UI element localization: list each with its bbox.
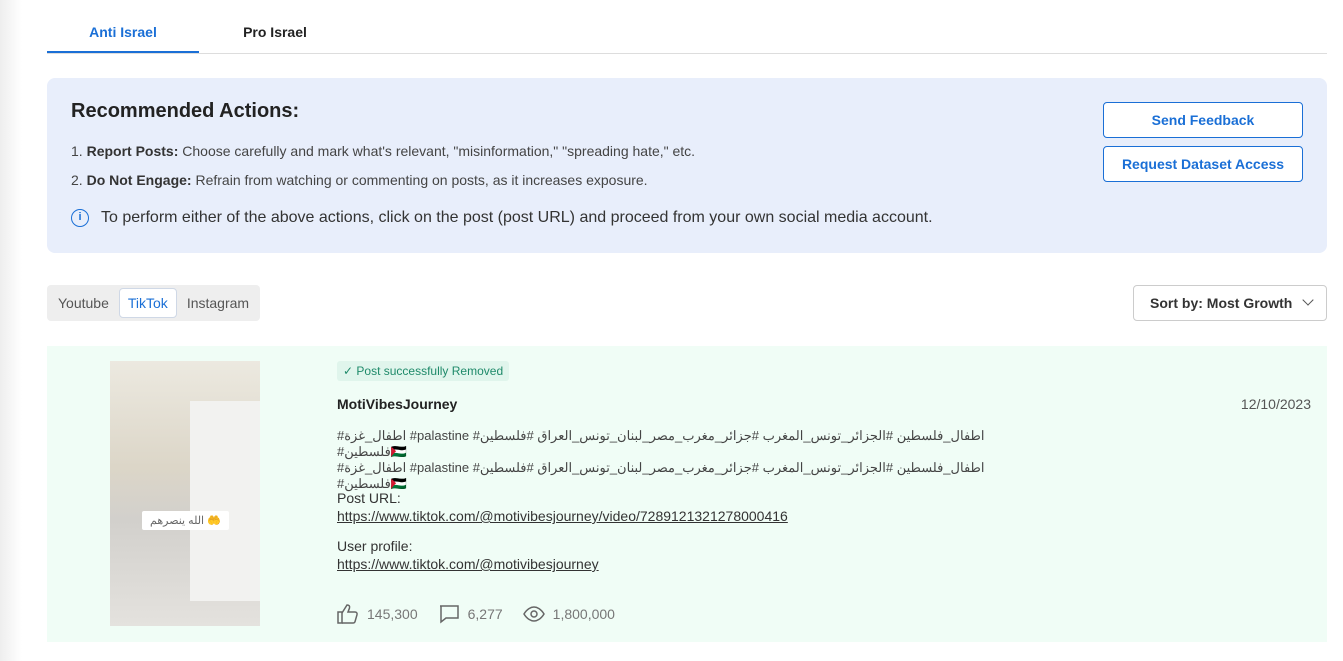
thumbs-up-icon [337,604,359,624]
info-text: To perform either of the above actions, click on the post (post URL) and proceed from your own social media account. [101,209,933,226]
post-date: 12/10/2023 [1240,396,1311,412]
panel-title: Recommended Actions: [71,100,300,122]
recommended-actions-panel [47,78,1327,253]
post-thumbnail[interactable] [110,361,260,626]
tab-anti-israel[interactable]: Anti Israel [47,14,199,53]
thumbnail-caption: الله ينصرهم 🤲 [142,511,229,530]
info-note [71,209,933,227]
user-profile-link[interactable]: https://www.tiktok.com/@motivibesjourney [337,556,599,572]
item-number: 1. [71,143,83,159]
sort-dropdown[interactable] [1133,285,1327,321]
item-title: Report Posts: [86,143,179,159]
tab-pro-israel[interactable]: Pro Israel [243,24,307,40]
likes-count: 145,300 [367,606,418,622]
item-text: Choose carefully and mark what's relevant, "misinformation," "spreading hate," etc. [182,143,696,159]
chevron-down-icon [1302,294,1313,305]
platform-youtube[interactable]: Youtube [58,295,109,311]
post-caption: اطفال_فلسطين #الجزائر_تونس_المغرب #جزائر_مغرب_مصر_لبنان_تونس_العراق #فلسطين# palastine# اطفال_غزة# 🇵🇸فلسطين# [337,428,985,459]
info-icon: i [71,209,89,227]
sort-label: Sort by: Most Growth [1150,295,1293,311]
page-edge [0,0,22,661]
post-caption: اطفال_فلسطين #الجزائر_تونس_المغرب #جزائر_مغرب_مصر_لبنان_تونس_العراق #فلسطين# palastine# اطفال_غزة# 🇵🇸فلسطين# [337,460,985,491]
action-item-report [71,143,695,159]
user-profile-label: User profile: [337,538,413,554]
comment-icon [438,604,460,624]
tab-bar [47,14,1327,54]
send-feedback-button[interactable]: Send Feedback [1103,102,1303,138]
item-number: 2. [71,172,83,188]
post-stats [337,604,615,624]
eye-icon [523,606,545,622]
thumbnail-wall [190,401,260,601]
item-title: Do Not Engage: [86,172,192,188]
post-url-link[interactable]: https://www.tiktok.com/@motivibesjourney/video/7289121321278000416 [337,508,788,524]
post-card [47,346,1327,642]
post-username: MotiVibesJourney [337,396,458,412]
action-item-do-not-engage [71,172,648,188]
platform-tiktok[interactable]: TikTok [119,288,177,318]
post-url-label: Post URL: [337,490,401,506]
request-dataset-access-button[interactable]: Request Dataset Access [1103,146,1303,182]
status-badge: ✓ Post successfully Removed [337,361,509,381]
comments-count: 6,277 [467,606,503,622]
platform-instagram[interactable]: Instagram [186,295,250,311]
item-text: Refrain from watching or commenting on posts, as it increases exposure. [195,172,648,188]
platform-selector [47,285,260,321]
views-count: 1,800,000 [552,606,615,622]
